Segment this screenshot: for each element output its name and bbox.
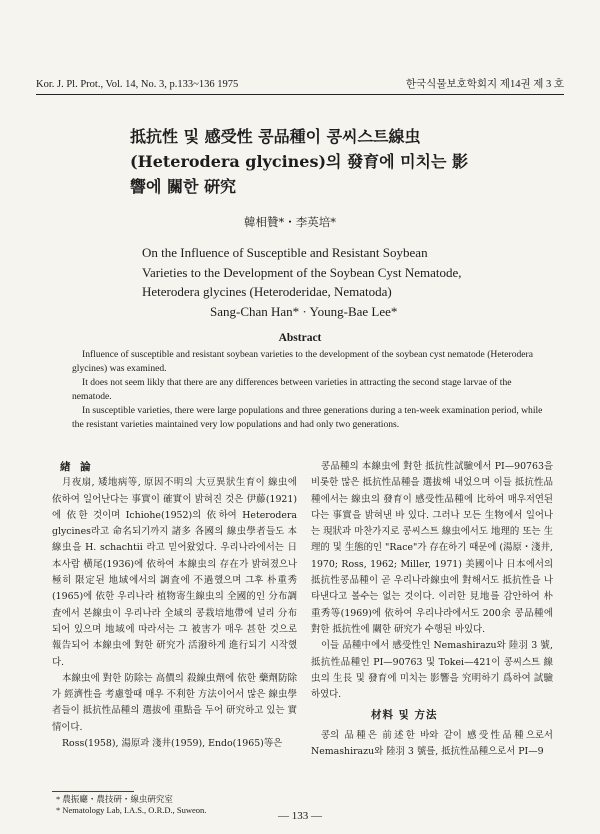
footnote-en: * Nematology Lab, I.A.S., O.R.D., Suweon.	[56, 805, 207, 815]
authors-english: Sang-Chan Han* · Young-Bae Lee*	[210, 303, 398, 319]
right-column	[311, 459, 553, 760]
title-en-line1: On the Influence of Susceptible and Resistant Soybean	[142, 245, 428, 260]
left-column	[52, 459, 297, 752]
body-paragraph: 콩의 品種은 前述한 바와 같이 感受性品種으로서 Nemashirazu와 陸羽 3 號를, 抵抗性品種으로서 PI—9	[311, 729, 553, 758]
title-korean	[130, 124, 540, 199]
abstract-paragraph: It does not seem likly that there are any differences between varieties in attracting the second stage larvae of the nematode.	[72, 377, 512, 402]
footnote-rule	[52, 791, 134, 792]
running-header	[36, 76, 564, 91]
title-english	[142, 243, 562, 321]
title-ko-line1: 抵抗性 및 感受性 콩品種이 콩씨스트線虫	[130, 127, 421, 146]
body-paragraph: 콩品種의 本線虫에 對한 抵抗性試驗에서 PI—90763을 비롯한 많은 抵抗性品種을 選拔해 내었으며 이들 抵抗性品種에서는 線虫의 發育이 感受性品種에 比하여 매우저연된다는 事實을 밝혀낸 바 있다. 그러나 모든 生物에서 일어나는 現狀과 마찬가지로 콩씨스트 線虫에서도 地理的 또는 生理的 및 生態的인 "Race"가 存在하기 때문에 (湯原・淺井, 1970; Ross, 1962; Miller, 1971) 美國이나 日本에서의 抵抗性콩品種이 곧 우리나라線虫에 對해서도 抵抗性을 나타낸다고 볼수는 없는 것이다. 이러한 見地를 감안하여 朴重秀等(1969)에 依하여 우리나라에서도 200余 콩品種에 對한 抵抗性에 關한 研究가 수행된 바있다.	[311, 461, 553, 635]
body-paragraph: 本線虫에 對한 防除는 高價의 殺線虫劑에 依한 藥劑防除가 經濟性을 考慮할때 매우 不利한 方法이어서 많은 線虫學者들이 抵抗性品種의 選拔에 重點을 두어 研究하고 있는 實情이다.	[52, 672, 297, 733]
abstract-body	[72, 348, 552, 432]
section-heading-methods: 材料 및 方法	[371, 709, 438, 722]
journal-citation-en: Kor. J. Pl. Prot., Vol. 14, No. 3, p.133~136 1975	[36, 79, 239, 90]
footnote-ko: * 農振廳・農技硏・線虫硏究室	[56, 794, 173, 804]
abstract-paragraph: In susceptible varieties, there were large populations and three generations during a ten-week examination period, while the resistant varieties maintained very low populations and had only two generations.	[72, 405, 543, 430]
title-ko-line2: (Heterodera glycines)의 發育에 미치는 影	[130, 152, 469, 171]
authors-korean: 韓相贊*・李英培*	[244, 215, 336, 229]
journal-citation-ko: 한국식물보호학회지 제14권 제 3 호	[405, 79, 564, 90]
body-paragraph: 이들 品種中에서 感受性인 Nemashirazu와 陸羽 3 號, 抵抗性品種인 PI—90763 및 Tokei—421이 콩씨스트 線虫의 生長 및 發育에 미치는 影響을 究明하기 爲하여 試驗하였다.	[311, 640, 553, 701]
page-number: — 133 —	[278, 810, 322, 822]
abstract-paragraph: Influence of susceptible and resistant soybean varieties to the development of the soybean cyst nematode (Heterodera glycines) was examined.	[72, 349, 534, 374]
title-en-line2: Varieties to the Development of the Soybean Cyst Nematode,	[142, 264, 462, 280]
section-heading-introduction: 緖 論	[60, 461, 94, 473]
body-paragraph: Ross(1958), 湯原과 淺井(1959), Endo(1965)等은	[62, 738, 283, 750]
header-rule	[36, 94, 564, 95]
body-paragraph: 月夜扇, 矮地病等, 原因不明의 大豆異狀生育이 線虫에 依하여 일어난다는 事實이 確實이 밝혀진 것은 伊藤(1921)에 依한 것이며 Ichiohe(1952)의 依하여 Heterodera glycines라고 命名되기까지 諸多 各國의 線虫學者들도 本線虫을 H. schachtii 라고 믿어왔었다. 우리나라에서는 日本사람 横尾(1936)에 依하여 本線虫의 存在가 밝혀졌으나 極히 限定된 地域에서의 調査에 不過했으며 그후 朴重秀(1965)에 依한 우리나라 植物寄生線虫의 全國的인 分布調査에서 본線虫이 우리나라 全域의 콩栽培地帶에 널리 分布되어 있으며 地域에 따라서는 그 被害가 매우 甚한 것으로 報告되어 本線虫에 對한 研究가 活潑하게 進行되기 시작했다.	[52, 477, 297, 668]
title-en-line3: Heterodera glycines (Heteroderidae, Nematoda)	[142, 284, 392, 299]
abstract-heading: Abstract	[278, 332, 322, 344]
title-ko-line3: 響에 關한 硏究	[130, 177, 237, 196]
